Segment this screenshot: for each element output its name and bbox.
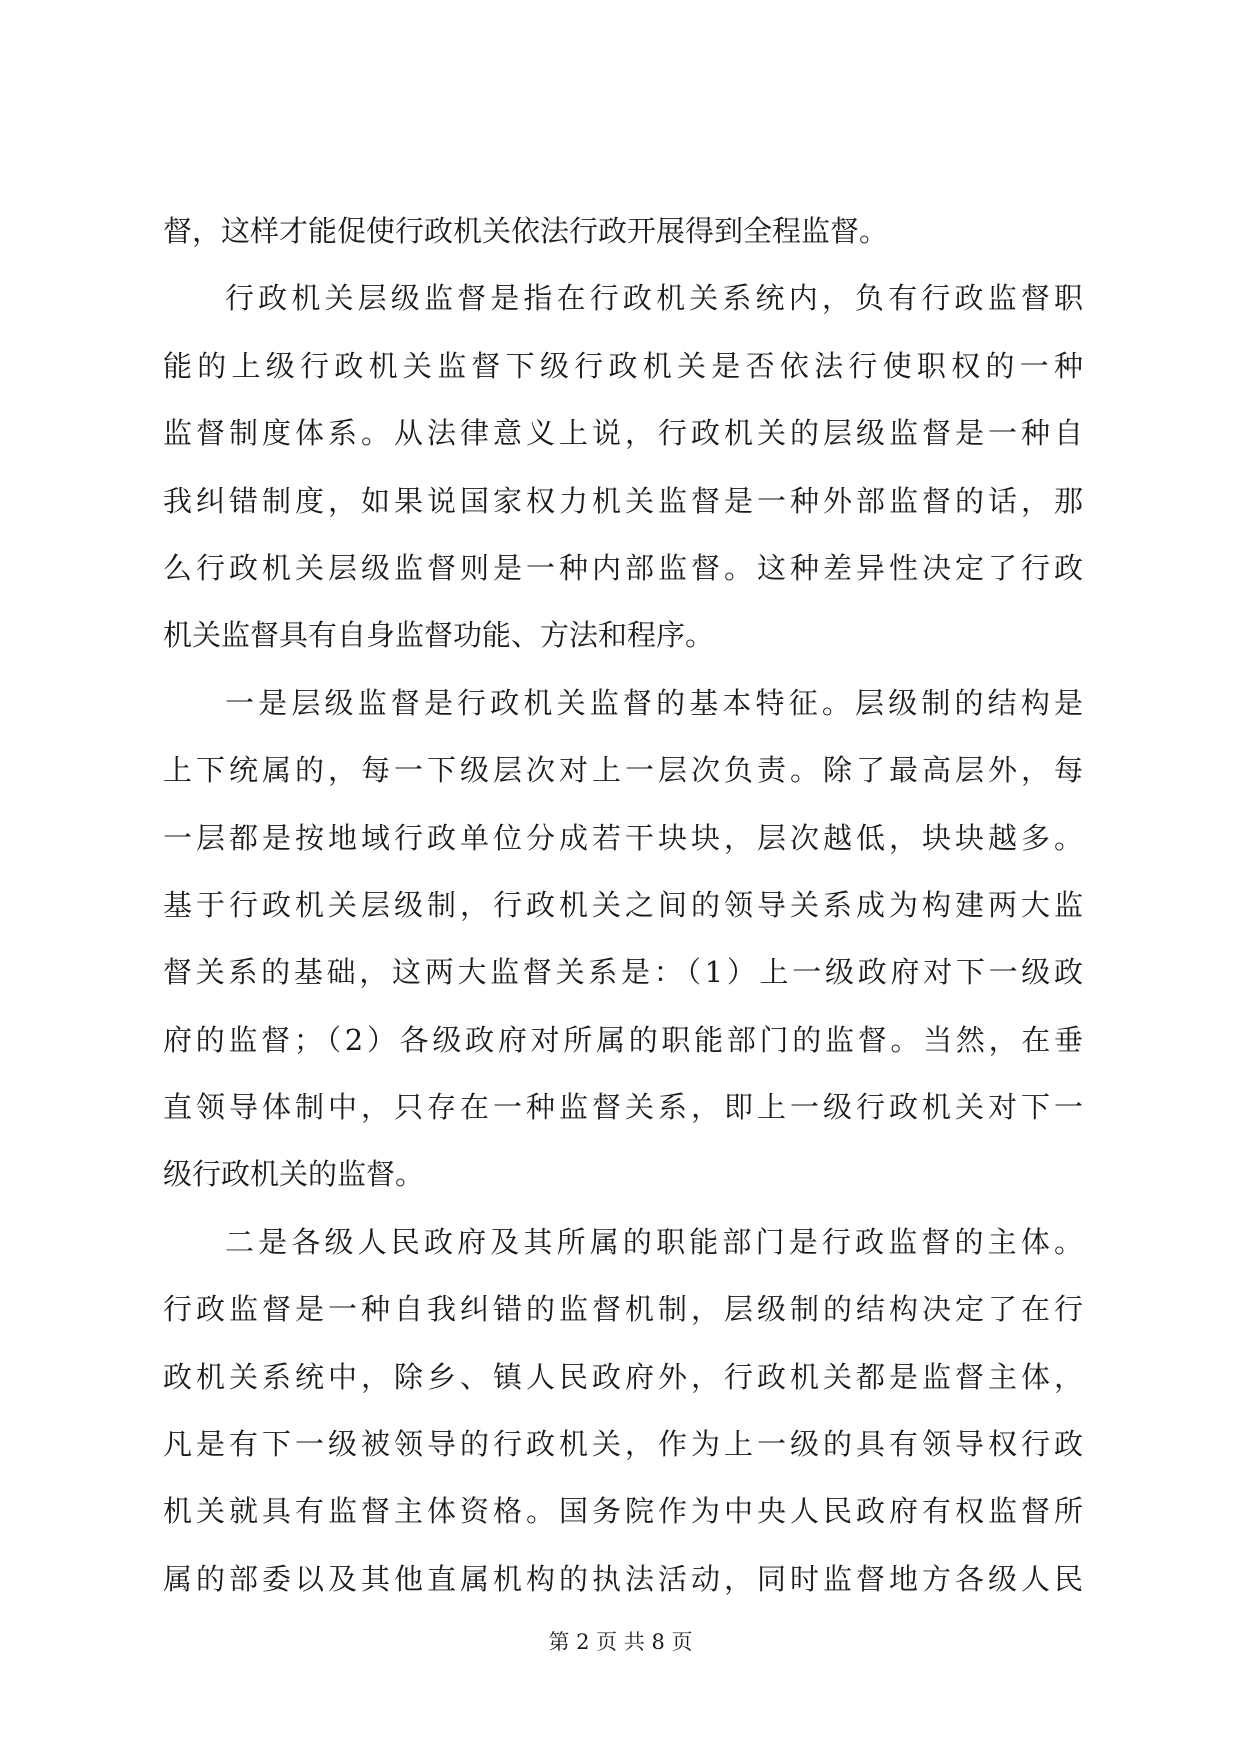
text-line: 凡是有下一级被领导的行政机关，作为上一级的具有领导权行政 — [163, 1427, 1083, 1462]
text-line: 行政监督是一种自我纠错的监督机制，层级制的结构决定了在行 — [163, 1292, 1083, 1327]
text-line: 督关系的基础，这两大监督关系是：（1）上一级政府对下一级政 — [163, 955, 1083, 990]
paragraph-first-line: 一是层级监督是行政机关监督的基本特征。层级制的结构是 — [225, 685, 1083, 720]
paragraph-first-line: 行政机关层级监督是指在行政机关系统内，负有行政监督职 — [225, 281, 1083, 316]
text-line: 基于行政机关层级制，行政机关之间的领导关系成为构建两大监 — [163, 887, 1083, 922]
body-text — [163, 198, 1083, 1613]
text-line: 政机关系统中，除乡、镇人民政府外，行政机关都是监督主体， — [163, 1359, 1083, 1394]
text-line: 机关就具有监督主体资格。国务院作为中央人民政府有权监督所 — [163, 1494, 1083, 1529]
text-line: 我纠错制度，如果说国家权力机关监督是一种外部监督的话，那 — [163, 483, 1083, 518]
text-line: 属的部委以及其他直属机构的执法活动，同时监督地方各级人民 — [163, 1561, 1083, 1596]
text-line: 府的监督；（2）各级政府对所属的职能部门的监督。当然，在垂 — [163, 1022, 1083, 1057]
text-line: 机关监督具有自身监督功能、方法和程序。 — [163, 618, 715, 653]
text-line: 能的上级行政机关监督下级行政机关是否依法行使职权的一种 — [163, 348, 1083, 383]
text-line: 上下统属的，每一下级层次对上一层次负责。除了最高层外，每 — [163, 753, 1083, 788]
paragraph-first-line: 二是各级人民政府及其所属的职能部门是行政监督的主体。 — [225, 1224, 1083, 1259]
page-number-footer: 第 2 页 共 8 页 — [548, 1630, 693, 1654]
text-line: 级行政机关的监督。 — [163, 1157, 425, 1192]
text-line: 直领导体制中，只存在一种监督关系，即上一级行政机关对下一 — [163, 1090, 1083, 1125]
text-line: 一层都是按地域行政单位分成若干块块，层次越低，块块越多。 — [163, 820, 1083, 855]
text-line: 督，这样才能促使行政机关依法行政开展得到全程监督。 — [163, 214, 889, 248]
text-line: 监督制度体系。从法律意义上说，行政机关的层级监督是一种自 — [163, 416, 1083, 451]
text-line: 么行政机关层级监督则是一种内部监督。这种差异性决定了行政 — [163, 550, 1083, 585]
